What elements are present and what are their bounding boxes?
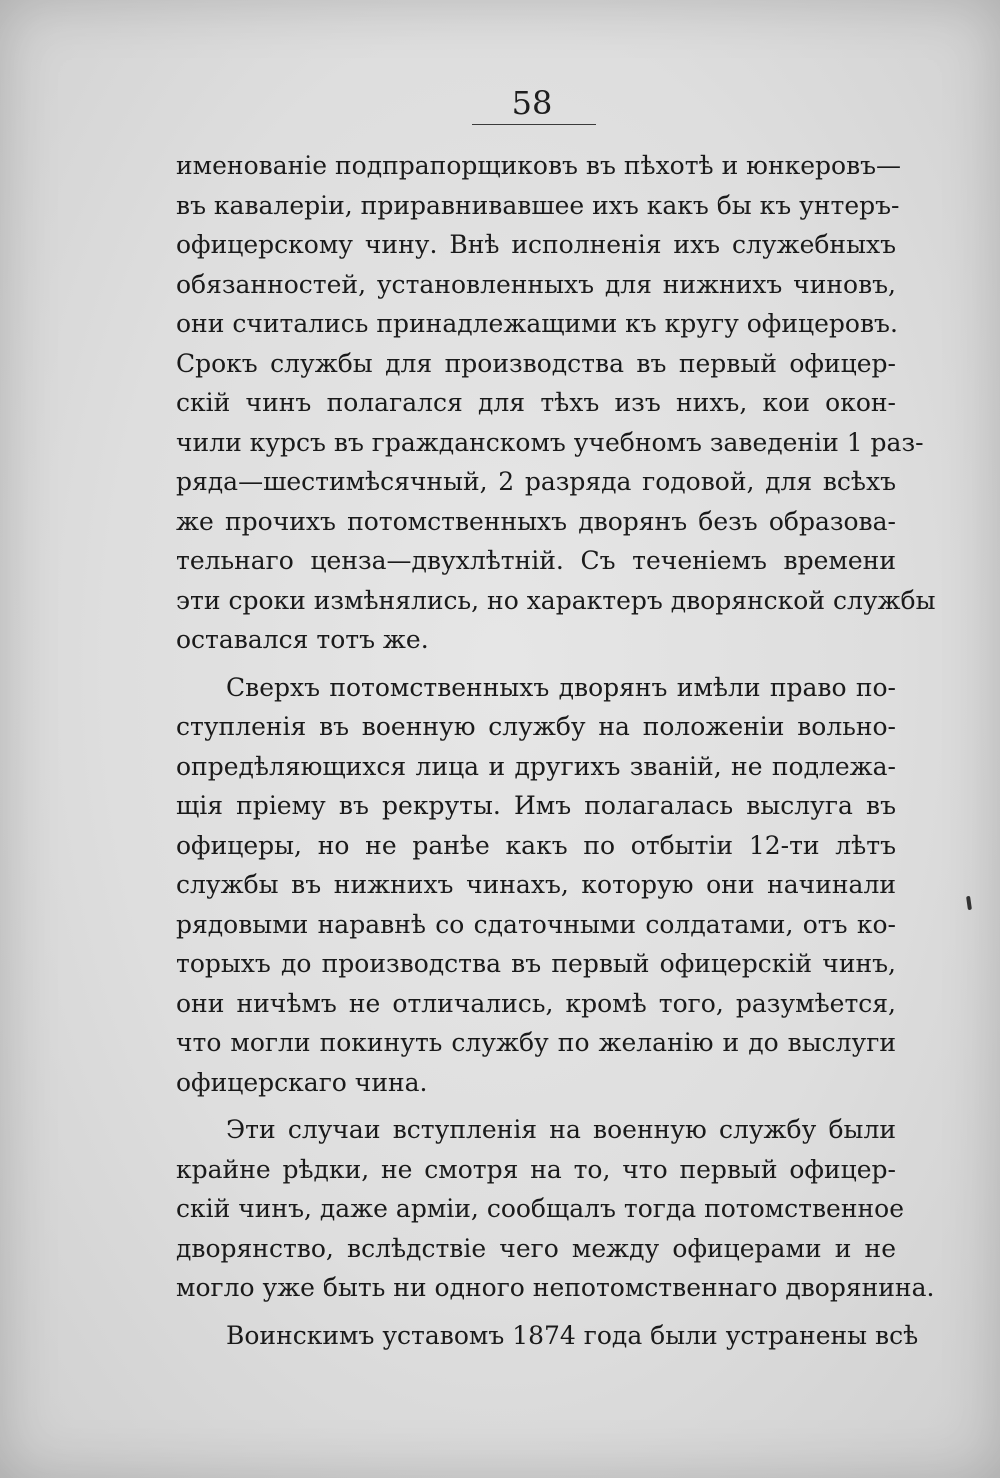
text-line: Воинскимъ уставомъ 1874 года были устранены всѣ [226,1320,919,1350]
text-line: чили курсъ въ гражданскомъ учебномъ заведеніи 1 раз- [176,427,924,457]
text-line: Эти случаи вступленія на военную службу были [226,1115,896,1144]
text-line: они считались принадлежащими къ кругу офицеровъ. [176,309,898,338]
text-line: опредѣляющихся лица и другихъ званій, не подлежа- [176,751,896,781]
page-number: 58 [511,84,553,122]
paragraph-2 [176,668,896,1103]
text-line: могло уже быть ни одного непотомственнаго дворянина. [176,1273,935,1302]
header-rule [472,124,596,125]
text-line: Срокъ службы для производства въ первый офицер- [176,348,896,378]
text-line: ступленія въ военную службу на положеніи вольно- [176,712,896,741]
text-line: обязанностей, установленныхъ для нижнихъ чиновъ, [176,269,896,299]
text-line: офицеры, но не ранѣе какъ по отбытіи 12-ти лѣтъ [176,830,896,860]
text-line: ряда—шестимѣсячный, 2 разряда годовой, для всѣхъ [176,467,896,496]
text-line: оставался тотъ же. [176,625,429,654]
paragraph-3 [176,1110,935,1308]
text-line: офицерскаго чина. [176,1067,428,1097]
text-line: тельнаго ценза—двухлѣтній. Съ теченіемъ времени [176,546,896,575]
text-line: щія пріему въ рекруты. Имъ полагалась выслуга въ [176,791,896,820]
text-line: Сверхъ потомственныхъ дворянъ имѣли право по- [226,672,896,702]
text-line: крайне рѣдки, не смотря на то, что первый офицер- [176,1154,896,1184]
text-line: именованіе подпрапорщиковъ въ пѣхотѣ и юнкеровъ— [176,151,902,180]
text-line: рядовыми наравнѣ со сдаточными солдатами, отъ ко- [176,909,896,939]
text-line: же прочихъ потомственныхъ дворянъ безъ образова- [176,506,896,536]
text-line: въ кавалеріи, приравнивавшее ихъ какъ бы къ унтеръ- [176,190,900,220]
text-line: они ничѣмъ не отличались, кромѣ того, разумѣется, [176,988,896,1018]
text-line: офицерскому чину. Внѣ исполненія ихъ служебныхъ [176,230,896,259]
text-line: торыхъ до производства въ первый офицерскій чинъ, [176,949,896,978]
text-line: скій чинъ полагался для тѣхъ изъ нихъ, кои окон- [176,388,896,417]
text-line: службы въ нижнихъ чинахъ, которую они начинали [176,870,896,899]
ink-speck [966,896,972,910]
body-text [176,146,936,1355]
text-line: эти сроки измѣнялись, но характеръ дворянской службы [176,585,936,615]
text-line: дворянство, вслѣдствіе чего между офицерами и не [176,1233,896,1263]
text-line: что могли покинуть службу по желанію и до выслуги [176,1028,896,1057]
paragraph-4 [176,1316,919,1356]
text-line: скій чинъ, даже арміи, сообщалъ тогда потомственное [176,1194,905,1223]
paragraph-1 [176,146,936,660]
